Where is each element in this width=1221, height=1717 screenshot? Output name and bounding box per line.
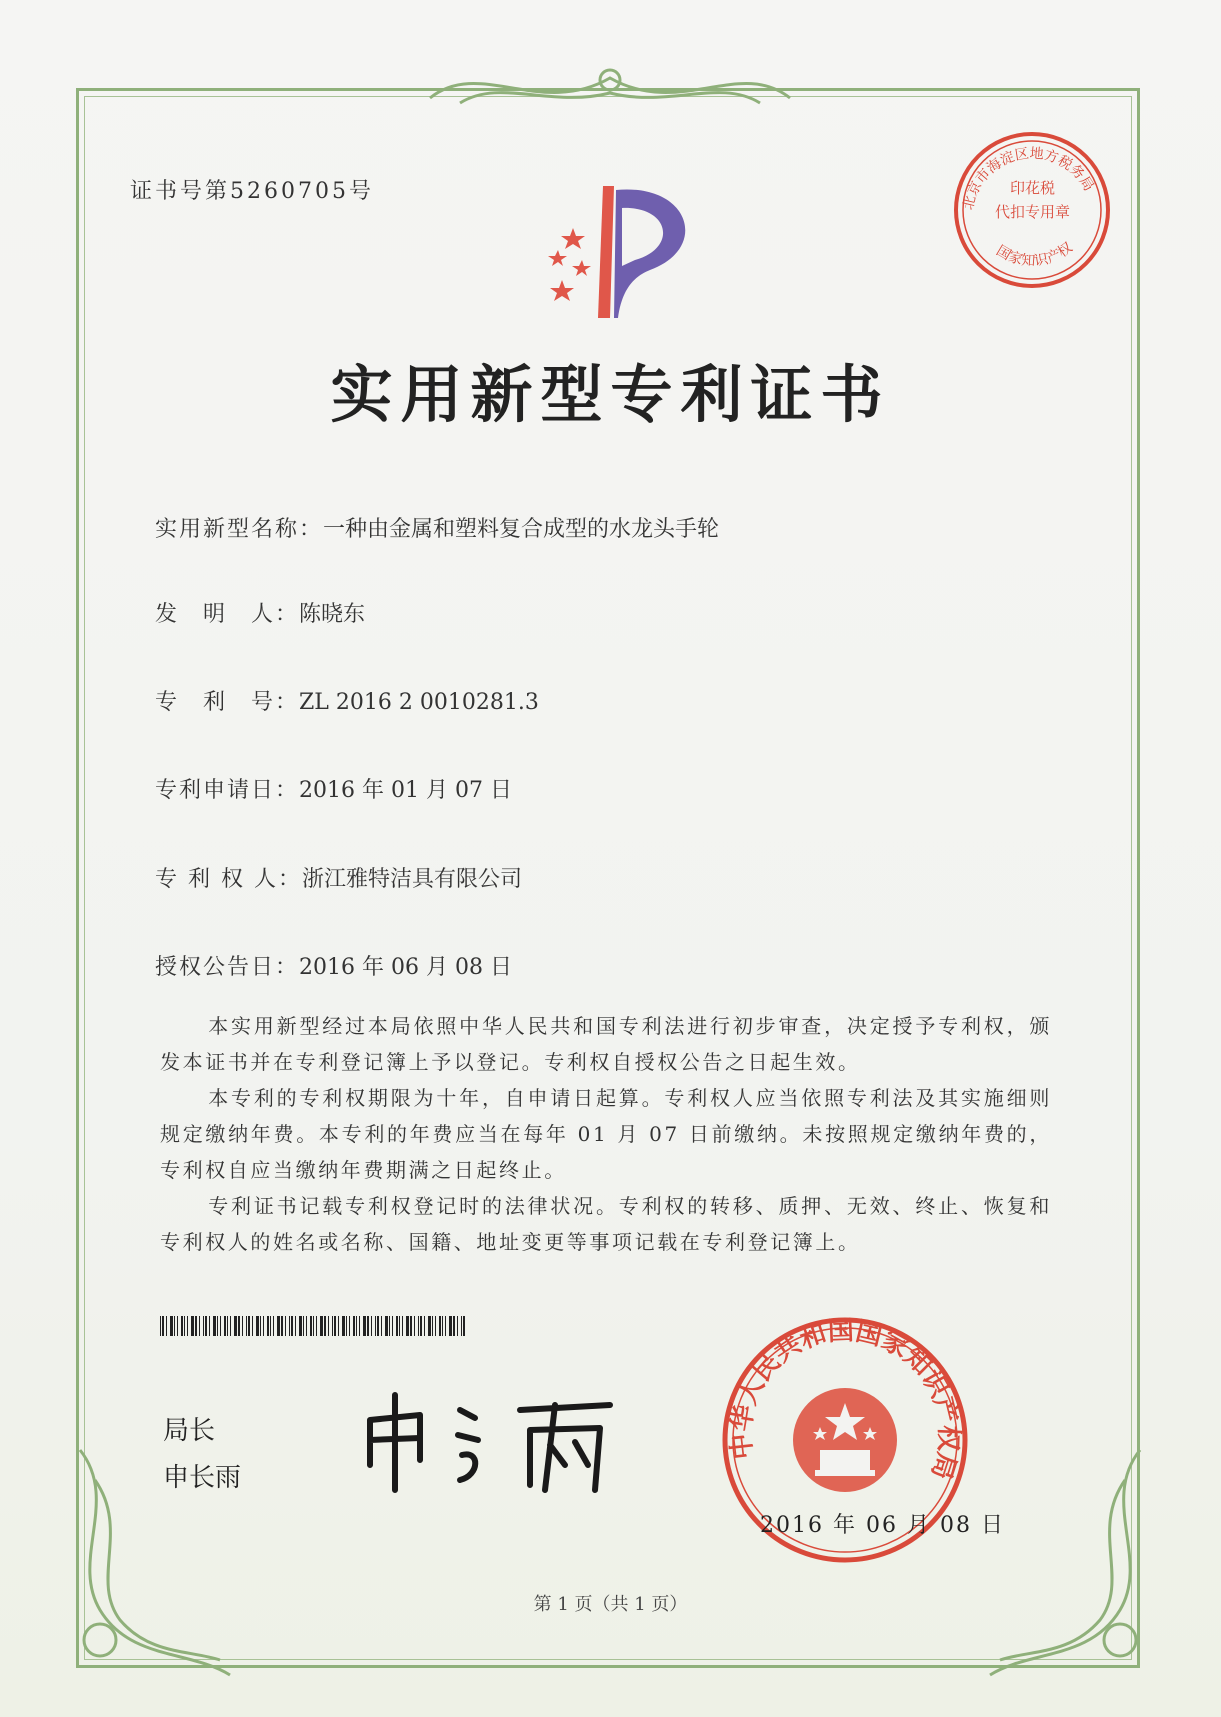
barcode-bar bbox=[248, 1316, 250, 1336]
field-grant-date bbox=[155, 950, 512, 981]
barcode-bar bbox=[363, 1316, 366, 1336]
barcode-bar bbox=[181, 1316, 183, 1336]
barcode-bar bbox=[310, 1316, 312, 1336]
barcode-bar bbox=[195, 1316, 197, 1336]
barcode-bar bbox=[442, 1316, 443, 1336]
barcode-bar bbox=[316, 1316, 317, 1336]
barcode-bar bbox=[160, 1316, 161, 1336]
barcode-bar bbox=[217, 1316, 218, 1336]
barcode-bar bbox=[334, 1316, 336, 1336]
barcode-bar bbox=[299, 1316, 302, 1336]
barcode-bar bbox=[389, 1316, 390, 1336]
barcode-bar bbox=[205, 1316, 207, 1336]
barcode-bar bbox=[234, 1316, 237, 1336]
barcode-bar bbox=[291, 1316, 293, 1336]
barcode-bar bbox=[457, 1316, 458, 1336]
bottom-right-ornament bbox=[980, 1440, 1160, 1690]
field-value: 一种由金属和塑料复合成型的水龙头手轮 bbox=[323, 517, 720, 542]
barcode-bar bbox=[367, 1316, 369, 1336]
barcode-bar bbox=[289, 1316, 290, 1336]
barcode-bar bbox=[252, 1316, 253, 1336]
field-patentee bbox=[155, 862, 522, 893]
barcode-bar bbox=[213, 1316, 216, 1336]
field-value: ZL 2016 2 0010281.3 bbox=[299, 690, 539, 715]
barcode-bar bbox=[191, 1316, 194, 1336]
page-number: 第 1 页（共 1 页） bbox=[533, 1594, 688, 1615]
barcode-bar bbox=[449, 1316, 452, 1336]
barcode-bar bbox=[270, 1316, 271, 1336]
barcode-bar bbox=[349, 1316, 350, 1336]
handwritten-signature bbox=[350, 1380, 630, 1500]
barcode-bar bbox=[418, 1316, 419, 1336]
field-inventor bbox=[155, 597, 365, 628]
seal-date: 2016 年 06 月 08 日 bbox=[760, 1513, 1005, 1538]
barcode-bar bbox=[285, 1316, 286, 1336]
barcode-bar bbox=[313, 1316, 314, 1336]
barcode-bar bbox=[342, 1316, 345, 1336]
field-label: 专利申请日： bbox=[155, 778, 300, 803]
barcode-bar bbox=[263, 1316, 264, 1336]
barcode-bar bbox=[432, 1316, 433, 1336]
certificate-number: 证书号第5260705号 bbox=[130, 179, 374, 204]
director-name: 申长雨 bbox=[163, 1463, 242, 1493]
body-paragraph-3: 专利证书记载专利权登记时的法律状况。专利权的转移、质押、无效、终止、恢复和专利权人的姓名或名称、国籍、地址变更等事项记载在专利登记簿上。 bbox=[160, 1194, 1052, 1254]
barcode-bar bbox=[246, 1316, 247, 1336]
barcode-bar bbox=[162, 1316, 164, 1336]
field-label: 专 利 权 人： bbox=[155, 867, 302, 892]
barcode-bar bbox=[295, 1316, 296, 1336]
barcode-bar bbox=[428, 1316, 431, 1336]
barcode-bar bbox=[359, 1316, 360, 1336]
certificate-title: 实用新型专利证书 bbox=[330, 358, 891, 431]
field-value: 2016 年 06 月 08 日 bbox=[299, 955, 512, 980]
barcode-bar bbox=[166, 1316, 167, 1336]
barcode-bar bbox=[203, 1316, 204, 1336]
barcode-bar bbox=[320, 1316, 323, 1336]
barcode-bar bbox=[273, 1316, 274, 1336]
field-label: 实用新型名称： bbox=[155, 517, 324, 542]
barcode-bar bbox=[371, 1316, 372, 1336]
barcode-bar bbox=[406, 1316, 409, 1336]
barcode-bar bbox=[260, 1316, 261, 1336]
barcode-bar bbox=[332, 1316, 333, 1336]
barcode-bar bbox=[356, 1316, 357, 1336]
barcode-bar bbox=[453, 1316, 455, 1336]
barcode-bar bbox=[209, 1316, 210, 1336]
field-value: 2016 年 01 月 07 日 bbox=[299, 778, 512, 803]
barcode-bar bbox=[399, 1316, 400, 1336]
barcode-bar bbox=[420, 1316, 422, 1336]
barcode-bar bbox=[377, 1316, 379, 1336]
barcode-bar bbox=[230, 1316, 231, 1336]
barcode-bar bbox=[435, 1316, 436, 1336]
barcode-bar bbox=[220, 1316, 221, 1336]
field-filing-date bbox=[155, 773, 512, 804]
field-value: 陈晓东 bbox=[299, 602, 366, 627]
barcode-bar bbox=[385, 1316, 388, 1336]
field-patent-number bbox=[155, 685, 539, 716]
patent-office-logo-icon bbox=[510, 178, 710, 328]
top-ornament bbox=[420, 58, 800, 118]
barcode-bar bbox=[187, 1316, 188, 1336]
tax-seal-bottom-text: 国家知识产权 bbox=[993, 239, 1076, 270]
barcode-bar bbox=[439, 1316, 441, 1336]
barcode-bar bbox=[445, 1316, 446, 1336]
field-label: 发 明 人： bbox=[155, 602, 300, 627]
barcode-bar bbox=[177, 1316, 178, 1336]
barcode-bar bbox=[224, 1316, 226, 1336]
barcode-bar bbox=[174, 1316, 175, 1336]
barcode-bar bbox=[267, 1316, 269, 1336]
barcode-bar bbox=[277, 1316, 280, 1336]
barcode-bar bbox=[306, 1316, 307, 1336]
barcode-bar bbox=[410, 1316, 412, 1336]
barcode-bar bbox=[324, 1316, 326, 1336]
body-paragraph-1: 本实用新型经过本局依照中华人民共和国专利法进行初步审查，决定授予专利权，颁发本证书并在专利登记簿上予以登记。专利权自授权公告之日起生效。 bbox=[160, 1014, 1052, 1074]
barcode-bar bbox=[414, 1316, 415, 1336]
barcode-bar bbox=[199, 1316, 200, 1336]
barcode-bar bbox=[184, 1316, 185, 1336]
field-label: 专 利 号： bbox=[155, 690, 300, 715]
barcode-bar bbox=[396, 1316, 398, 1336]
barcode-bar bbox=[402, 1316, 403, 1336]
barcode-bar bbox=[461, 1316, 462, 1336]
field-label: 授权公告日： bbox=[155, 955, 300, 980]
barcode-bar bbox=[227, 1316, 228, 1336]
barcode-bar bbox=[281, 1316, 283, 1336]
tax-seal-center-2: 代扣专用章 bbox=[994, 203, 1070, 221]
barcode-bar bbox=[381, 1316, 382, 1336]
tax-seal-center-1: 印花税 bbox=[1009, 179, 1055, 197]
field-utility-model-name bbox=[155, 512, 719, 543]
barcode-bar bbox=[392, 1316, 393, 1336]
field-value: 浙江雅特洁具有限公司 bbox=[301, 867, 522, 892]
tax-seal bbox=[950, 128, 1115, 293]
tax-seal-ring-text: 北京市海淀区地方税务局 bbox=[960, 145, 1097, 212]
barcode-bar bbox=[170, 1316, 173, 1336]
barcode-bar bbox=[424, 1316, 425, 1336]
director-title: 局长 bbox=[163, 1416, 216, 1446]
barcode-bar bbox=[303, 1316, 304, 1336]
barcode-bar bbox=[463, 1316, 465, 1336]
national-emblem-icon bbox=[793, 1388, 897, 1492]
body-paragraph-2: 本专利的专利权期限为十年，自申请日起算。专利权人应当依照专利法及其实施细则规定缴纳年费。本专利的年费应当在每年 01 月 07 日前缴纳。未按照规定缴纳年费的，专利权自应当缴纳年费期满之日起终止。 bbox=[160, 1086, 1052, 1182]
barcode-bar bbox=[353, 1316, 355, 1336]
barcode-bar bbox=[242, 1316, 243, 1336]
barcode-icon bbox=[160, 1316, 470, 1336]
barcode-bar bbox=[256, 1316, 259, 1336]
barcode-bar bbox=[375, 1316, 376, 1336]
national-seal-ring-text: 中华人民共和国国家知识产权局 bbox=[726, 1316, 964, 1483]
barcode-bar bbox=[328, 1316, 329, 1336]
barcode-bar bbox=[338, 1316, 339, 1336]
barcode-bar bbox=[346, 1316, 347, 1336]
barcode-bar bbox=[238, 1316, 240, 1336]
